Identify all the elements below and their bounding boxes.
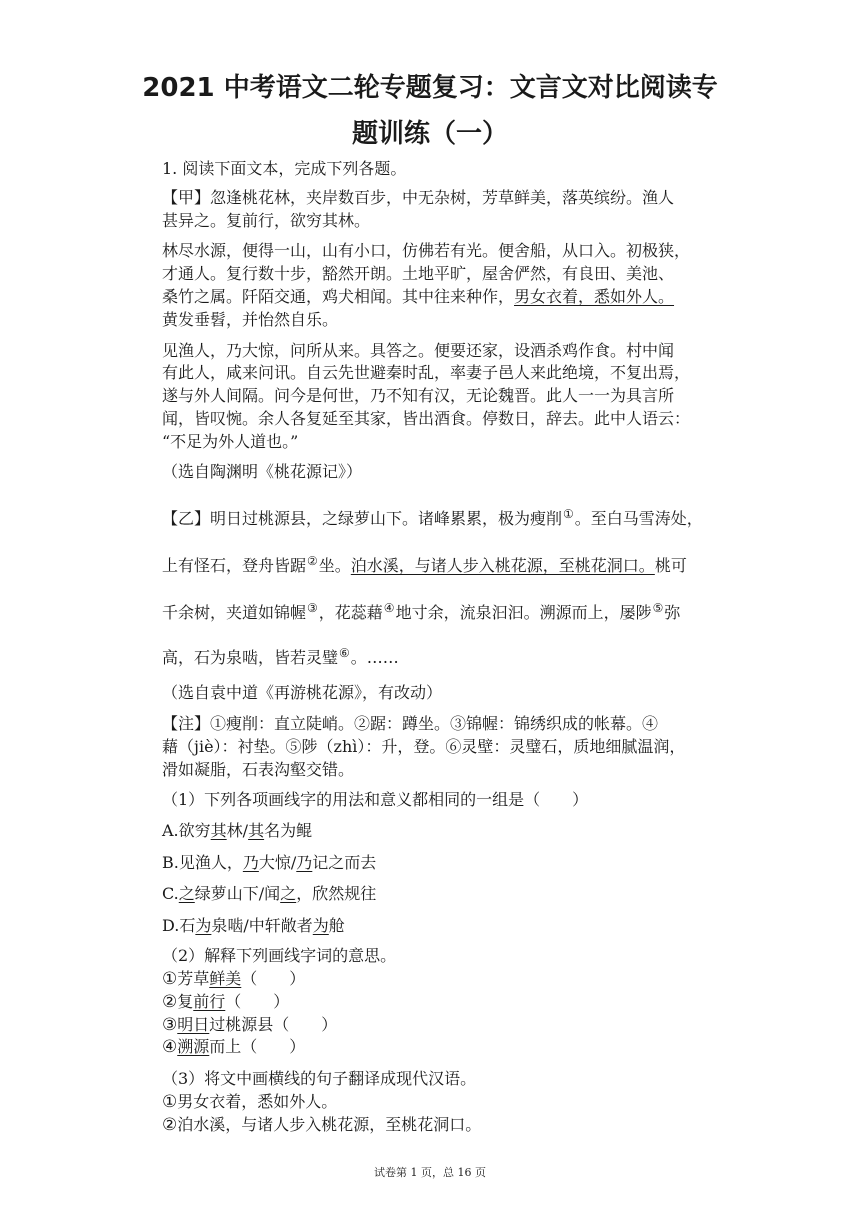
yi-line (162, 642, 399, 669)
answer-blank: （ ） (225, 992, 290, 1011)
question-instruction: 1. 阅读下面文本，完成下列各题。 (162, 159, 407, 178)
jia-line: 甚异之。复前行，欲穷其林。 (162, 211, 371, 230)
option-text: 名为鲲 (264, 821, 313, 840)
underlined-word: 前行 (193, 992, 226, 1011)
jia-line: 黄发垂髫，并怡然自乐。 (162, 310, 339, 329)
answer-blank: （ ） (241, 969, 306, 988)
yi-text: 千余树，夹道如锦幄 (162, 603, 307, 622)
option-text: C. (162, 884, 179, 903)
yi-text: 高，石为泉啮，皆若灵璧 (162, 648, 339, 667)
yi-line (162, 597, 680, 624)
answer-blank: 而上（ ） (209, 1037, 306, 1056)
item-number: ① (162, 1092, 178, 1112)
q3-item (162, 1091, 337, 1113)
q2-item (162, 1036, 305, 1058)
question-2-stem: （2）解释下列画线字词的意思。 (162, 946, 397, 965)
q2-item (162, 1014, 337, 1036)
question-1-stem: （1）下列各项画线字的用法和意义都相同的一组是（ ） (162, 790, 589, 809)
item-text: 复 (177, 992, 194, 1011)
underlined-char: 其 (210, 821, 227, 840)
jia-source: （选自陶渊明《桃花源记》） (162, 462, 363, 481)
option-text: 舱 (328, 916, 345, 935)
q3-item (162, 1114, 481, 1136)
note-marker: ① (563, 507, 574, 521)
yi-text: ，花蕊藉 (318, 603, 383, 622)
item-text: 泊水溪，与诸人步入桃花源，至桃花洞口。 (177, 1115, 482, 1134)
yi-text: 【乙】明日过桃源县，之绿萝山下。诸峰累累，极为瘦削 (162, 509, 563, 528)
underlined-sentence-1: 男女衣着，悉如外人。 (514, 287, 675, 306)
q2-item (162, 991, 289, 1013)
jia-line: 闻，皆叹惋。余人各复延至其家，皆出酒食。停数日，辞去。此中人语云： (162, 409, 691, 428)
jia-line: 见渔人，乃大惊，问所从来。具答之。便要还家，设酒杀鸡作食。村中闻 (162, 341, 675, 360)
yi-text: 桃可 (654, 556, 687, 575)
note-marker: ④ (383, 601, 395, 615)
jia-line: 有此人，咸来问讯。自云先世避秦时乱，率妻子邑人来此绝境，不复出焉， (162, 363, 691, 382)
yi-text: 地寸余，流泉汩汩。溯源而上，屡陟 (395, 603, 652, 622)
item-number: ④ (162, 1037, 178, 1057)
option-text: B.见渔人， (162, 853, 243, 872)
jia-line (162, 286, 674, 308)
underlined-word: 明日 (177, 1015, 210, 1034)
option-a (162, 820, 312, 842)
option-text: A.欲穷 (162, 821, 211, 840)
page-footer: 试卷第 1 页，总 16 页 (374, 1166, 486, 1179)
jia-line: 才通人。复行数十步，豁然开朗。土地平旷，屋舍俨然，有良田、美池、 (162, 264, 675, 283)
jia-line: 遂与外人间隔。问今是何世，乃不知有汉，无论魏晋。此人一一为具言所 (162, 386, 675, 405)
option-c (162, 883, 376, 905)
underlined-char: 乃 (242, 853, 259, 872)
yi-text: 。至白马雪涛处， (574, 509, 703, 528)
item-text: 男女衣着，悉如外人。 (177, 1092, 338, 1111)
option-text: ，欣然规往 (296, 884, 377, 903)
jia-text: 桑竹之属。阡陌交通，鸡犬相闻。其中往来种作， (162, 287, 515, 306)
item-text: 芳草 (177, 969, 210, 988)
item-number: ③ (162, 1015, 178, 1035)
option-d (162, 915, 345, 937)
jia-line: “不足为外人道也。” (162, 432, 299, 451)
underlined-char: 乃 (296, 853, 313, 872)
page-title-line2: 题训练（一） (351, 119, 508, 149)
notes-line: 滑如凝脂，石表沟壑交错。 (162, 760, 355, 779)
answer-blank: 过桃源县（ ） (209, 1015, 338, 1034)
yi-text: 上有怪石，登舟皆踞 (162, 556, 307, 575)
option-text: D.石 (162, 916, 196, 935)
option-text: 林/ (226, 821, 249, 840)
note-marker: ⑤ (652, 601, 664, 615)
item-number: ① (162, 969, 178, 989)
yi-line (162, 503, 703, 530)
jia-line: 【甲】忽逢桃花林，夹岸数百步，中无杂树，芳草鲜美，落英缤纷。渔人 (162, 188, 675, 207)
option-text: 记之而去 (312, 853, 377, 872)
notes-line: 藉（jiè）：衬垫。⑤陟（zhì）：升，登。⑥灵壁：灵璧石，质地细腻温润， (162, 737, 686, 756)
underlined-char: 之 (280, 884, 297, 903)
note-marker: ② (307, 554, 318, 568)
yi-source: （选自袁中道《再游桃花源》，有改动） (162, 683, 443, 702)
underlined-char: 为 (195, 916, 212, 935)
note-marker: ③ (307, 601, 318, 615)
notes-line: 【注】①瘦削：直立陡峭。②踞：蹲坐。③锦幄：锦绣织成的帐幕。④ (162, 714, 659, 733)
option-text: 绿萝山下/闻 (194, 884, 281, 903)
question-3-stem: （3）将文中画横线的句子翻译成现代汉语。 (162, 1069, 477, 1088)
item-number: ② (162, 992, 178, 1012)
underlined-word: 鲜美 (209, 969, 242, 988)
underlined-word: 溯源 (177, 1037, 210, 1056)
option-text: 大惊/ (258, 853, 297, 872)
yi-line (162, 550, 687, 577)
underlined-sentence-2: 泊水溪，与诸人步入桃花源，至桃花洞口。 (350, 556, 655, 575)
underlined-char: 为 (312, 916, 329, 935)
option-b (162, 852, 376, 874)
page-title-line1: 2021 中考语文二轮专题复习：文言文对比阅读专 (142, 73, 718, 103)
underlined-char: 其 (248, 821, 265, 840)
yi-text: 坐。 (318, 556, 351, 575)
item-number: ② (162, 1115, 178, 1135)
q2-item (162, 968, 305, 990)
jia-line: 林尽水源，便得一山，山有小口，仿佛若有光。便舍船，从口入。初极狭， (162, 241, 691, 260)
note-marker: ⑥ (339, 646, 350, 660)
yi-text: 。…… (350, 648, 399, 667)
underlined-char: 之 (178, 884, 195, 903)
option-text: 泉啮/中轩敞者 (211, 916, 313, 935)
yi-text: 弥 (664, 603, 681, 622)
